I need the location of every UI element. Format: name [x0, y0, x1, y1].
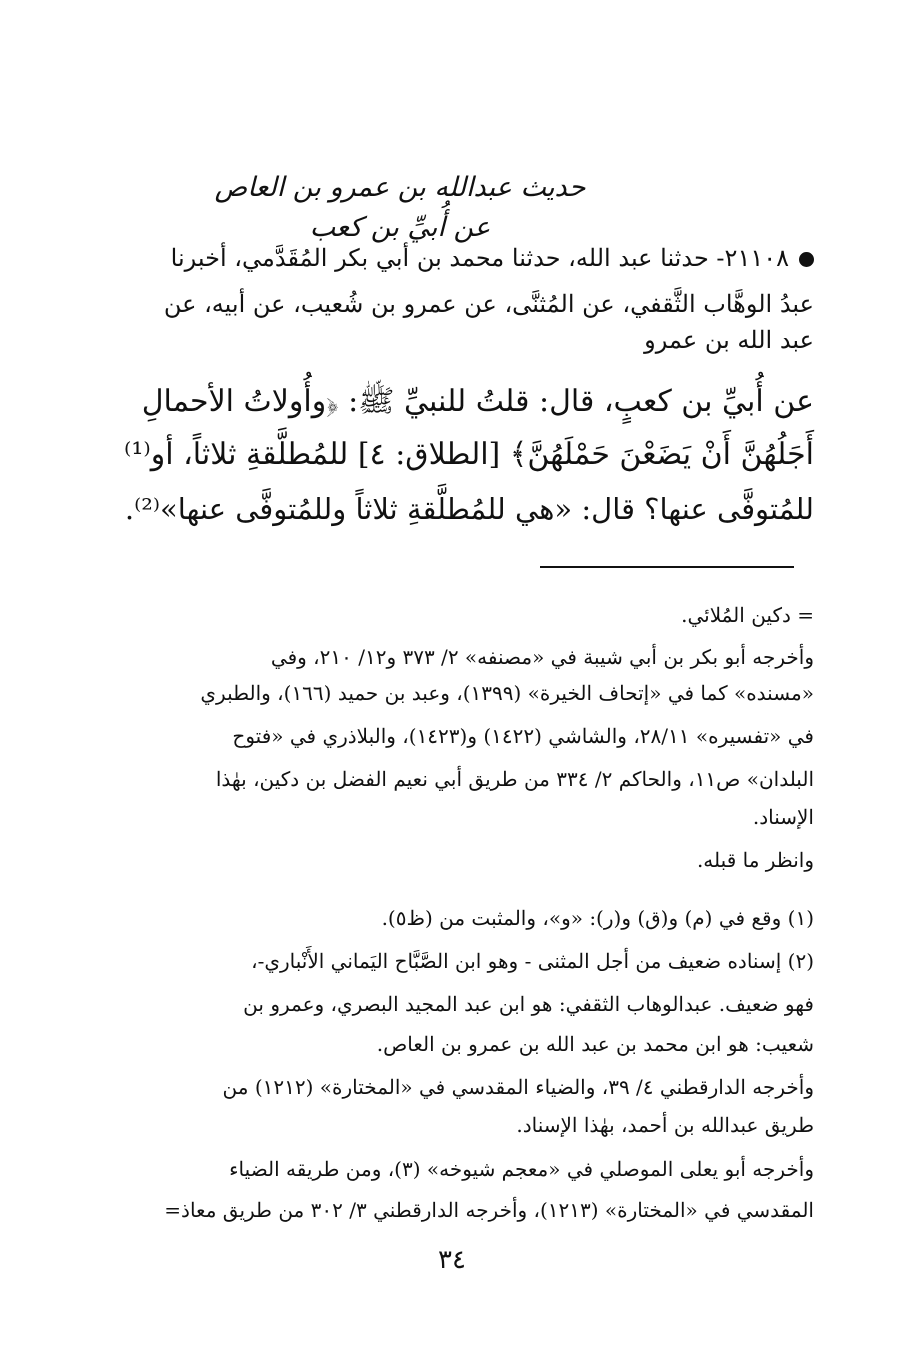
footnote-line: شعيب: هو ابن محمد بن عبد الله بن عمرو بن العاص.	[376, 1032, 814, 1056]
footnote-line: (١) وقع في (م) و(ق) و(ر): «و»، والمثبت من (ظ٥).	[381, 906, 814, 930]
footnote-line: في «تفسيره» ٢٨/١١، والشاشي (١٤٢٢) و(١٤٢٣)، والبلاذري في «فتوح	[232, 724, 814, 748]
matn-line-3: للمُتوفَّى عنها؟ قال: «هي للمُطلَّقةِ ثلاثاً وللمُتوفَّى عنها»⁽²⁾.	[124, 492, 814, 526]
footnote-line: وانظر ما قبله.	[696, 848, 814, 872]
footnote-line: طريق عبدالله بن أحمد، بهٰذا الإسناد.	[516, 1113, 814, 1137]
footnote-line: «مسنده» كما في «إتحاف الخيرة» (١٣٩٩)، وعبد بن حميد (١٦٦)، والطبري	[200, 681, 814, 705]
footnote-line: وأخرجه الدارقطني ٤/ ٣٩، والضياء المقدسي في «المختارة» (١٢١٢) من	[222, 1075, 814, 1099]
matn-line-2: أَجَلُهُنَّ أَنْ يَضَعْنَ حَمْلَهُنَّ﴾ [الطلاق: ٤] للمُطلَّقةِ ثلاثاً، أو⁽¹⁾	[123, 437, 814, 472]
footnote-line: الإسناد.	[752, 805, 814, 829]
footnote-line: (٢) إسناده ضعيف من أجل المثنى - وهو ابن الصَّبَّاح اليَماني الأَنْباري-،	[251, 949, 814, 973]
footnote-divider	[540, 566, 794, 568]
bullet-icon	[799, 252, 814, 267]
running-header: حديث عبدالله بن عمرو بن العاص عن أُبيِّ بن كعب	[214, 172, 586, 243]
hadith-line-1	[171, 238, 814, 278]
footnote-line: وأخرجه أبو يعلى الموصلي في «معجم شيوخه» (٣)، ومن طريقه الضياء	[229, 1157, 814, 1181]
hadith-text: ٢١١٠٨- حدثنا عبد الله، حدثنا محمد بن أبي بكر المُقَدَّمي، أخبرنا	[170, 244, 789, 272]
footnote-line: البلدان» ص١١، والحاكم ٢/ ٣٣٤ من طريق أبي نعيم الفضل بن دكين، بهٰذا	[215, 767, 814, 791]
footnote-line: المقدسي في «المختارة» (١٢١٣)، وأخرجه الدارقطني ٣/ ٣٠٢ من طريق معاذ=	[164, 1198, 814, 1222]
hadith-line-3: عبد الله بن عمرو	[644, 326, 814, 354]
hadith-line-2: عبدُ الوهَّاب الثَّقفي، عن المُثنَّى، عن عمرو بن شُعيب، عن أبيه، عن	[163, 290, 814, 318]
page-number: ٣٤	[438, 1245, 466, 1275]
footnote-line: فهو ضعيف. عبدالوهاب الثقفي: هو ابن عبد المجيد البصري، وعمرو بن	[243, 992, 814, 1016]
matn-line-1: عن أُبيِّ بن كعبٍ، قال: قلتُ للنبيِّ ﷺ: ﴿وأُولاتُ الأحمالِ	[141, 384, 814, 419]
footnote-line: = دكين المُلائي.	[681, 603, 814, 627]
footnote-line: وأخرجه أبو بكر بن أبي شيبة في «مصنفه» ٢/ ٣٧٣ و١٢/ ٢١٠، وفي	[270, 645, 814, 669]
